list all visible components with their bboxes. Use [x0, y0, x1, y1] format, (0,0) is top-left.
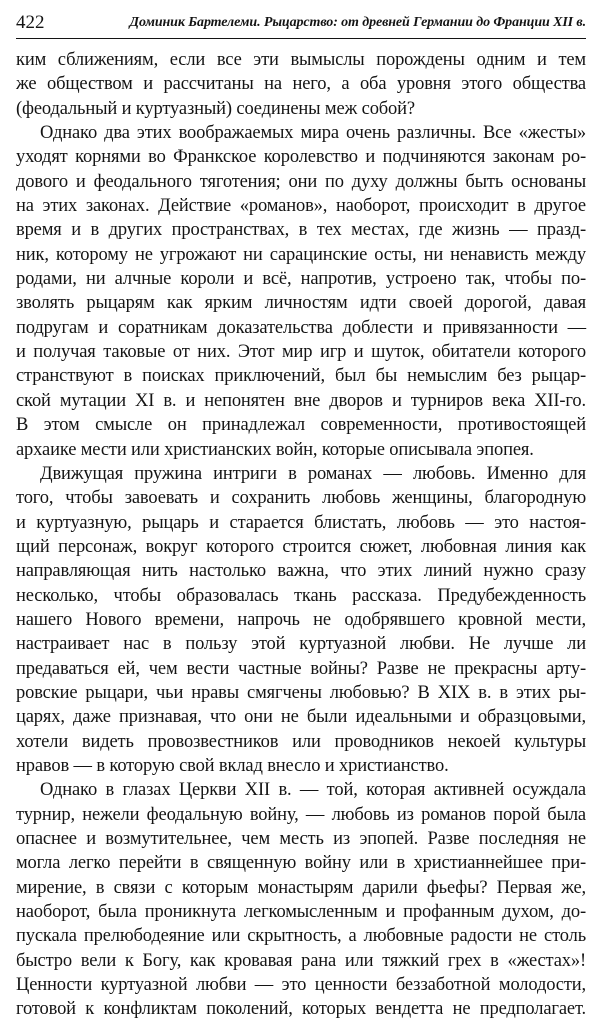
text-line: щий персонаж, вокруг которого строится сюжет, любовная линия как — [16, 536, 586, 557]
text-line: хотели видеть провозвестников или проводников некоей культуры — [16, 731, 586, 752]
text-line: быстро вели к Богу, как кровавая рана или тяжкий грех в «жестах»! — [16, 950, 586, 971]
text-line: турнир, нежели феодальную войну, — любовь из романов порой была — [16, 804, 586, 825]
text-line: время и в других пространствах, в тех местах, где жизнь — празд- — [16, 220, 586, 241]
text-line: уходят корнями во Франкское королевство и подчиняются законам ро- — [16, 147, 586, 168]
text-line: (феодальный и куртуазный) соединены меж собой? — [16, 98, 415, 119]
text-line: Ценности куртуазной любви — это ценности беззаботной молодости, — [16, 975, 586, 996]
text-line: несколько, чтобы образовалась ткань рассказа. Предубежденность — [16, 585, 586, 606]
text-line: мирение, в связи с которым монастырям дарили фьефы? Первая же, — [16, 877, 586, 898]
text-line: ской мутации XI в. и непонятен вне дворов и турниров века XII-го. — [16, 390, 586, 411]
text-line: направляющая нить настолько важна, что этих линий нужно сразу — [16, 561, 586, 582]
paragraph — [16, 121, 586, 462]
text-line: предаваться ей, чем вести частные войны? Разве не прекрасны арту- — [16, 658, 586, 679]
page-number: 422 — [16, 12, 45, 33]
text-line: архаике мести или христианских войн, которые описывала эпопея. — [16, 439, 534, 460]
text-line: и куртуазную, рыцарь и старается блистать, любовь — это настоя- — [16, 512, 586, 533]
text-line: Движущая пружина интриги в романах — любовь. Именно для — [40, 463, 586, 484]
text-line: ким сближениям, если все эти вымыслы порождены одним и тем — [16, 50, 586, 70]
body-text — [16, 48, 586, 1022]
text-line: того, чтобы завоевать и сохранить любовь женщины, благородную — [16, 488, 586, 509]
text-line: опаснее и возмутительнее, чем месть из эпопей. Разве последняя не — [16, 829, 586, 849]
text-line: царях, даже признавая, что они не были идеальными и образцовыми, — [16, 707, 586, 728]
text-line: ник, которому не угрожают ни сарацинские осты, ни ненависть между — [16, 244, 586, 265]
text-line: В этом смысле он принадлежал современности, противостоящей — [16, 415, 586, 436]
text-line: странствуют в поисках приключений, был бы немыслим без рыцар- — [16, 366, 586, 387]
text-line: на этих законах. Действие «романов», наоборот, происходит в другое — [16, 196, 586, 217]
text-line: дового и феодального тяготения; они по духу должны быть основаны — [16, 171, 586, 192]
text-line: подругам и соратникам доказательства доблести и привязанности — — [16, 317, 586, 338]
text-line: зволять рыцарям как ярким личностям идти своей дорогой, давая — [16, 293, 586, 314]
running-title: Доминик Бартелеми. Рыцарство: от древней Германии до Франции XII в. — [129, 15, 586, 30]
text-line: наоборот, была проникнута легкомысленным и профанным духом, до- — [16, 902, 586, 923]
text-line: нравов — в которую свой вклад внесло и христианство. — [16, 755, 449, 776]
text-line: настраивает нас в пользу этой куртуазной любви. Не лучше ли — [16, 634, 586, 655]
text-line: готовой к конфликтам поколений, которых вендетта не предполагает. — [16, 999, 586, 1020]
paragraph — [16, 778, 586, 1021]
paragraph — [16, 462, 586, 778]
text-line: и получая таковые от них. Этот мир игр и шуток, обитатели которого — [16, 342, 586, 363]
running-header — [16, 12, 586, 39]
text-line: пускала прелюбодеяние или скрытность, а любовные радости не столь — [16, 926, 586, 947]
text-line: ровские рыцари, чьи нравы смягчены любовью? В XIX в. в этих ры- — [16, 682, 586, 703]
text-line: родами, ни алчные короли и всё, напротив, устроено так, чтобы по- — [16, 269, 586, 290]
text-line: нашего Нового времени, напрочь не одобрявшего кровной мести, — [16, 609, 586, 630]
paragraph — [16, 48, 586, 121]
text-line: могла легко перейти в священную войну или в христианнейшее при- — [16, 853, 586, 874]
text-line: Однако в глазах Церкви XII в. — той, которая активней осуждала — [40, 780, 586, 801]
text-line: Однако два этих воображаемых мира очень различны. Все «жесты» — [40, 123, 586, 144]
text-line: же обществом и рассчитаны на него, а оба уровня этого общества — [16, 74, 586, 95]
